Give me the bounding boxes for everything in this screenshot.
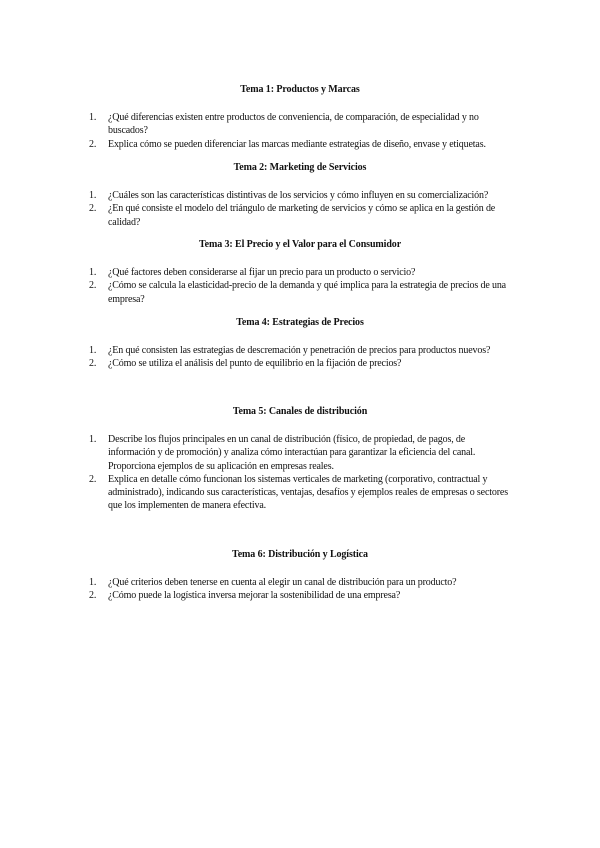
item-number: 1. — [89, 434, 97, 445]
item-number: 1. — [89, 577, 97, 588]
list-item — [0, 344, 600, 357]
question-list — [0, 111, 600, 151]
item-number: 2. — [89, 203, 97, 215]
item-text: ¿Qué criterios deben tenerse en cuenta al elegir un canal de distribución para un producto? — [108, 577, 457, 588]
item-number: 1. — [89, 267, 97, 278]
section-title: Tema 4: Estrategias de Precios — [236, 317, 364, 328]
item-number: 2. — [89, 280, 97, 292]
item-text: Explica en detalle cómo funcionan los sistemas verticales de marketing (corporativo, contractual y administrado), indicando sus características, ventajas, desafíos y ejemplos reales de empresas o sectores que los implementen de manera efectiva. — [108, 473, 508, 512]
item-number: 1. — [89, 190, 97, 201]
item-number: 2. — [89, 358, 97, 370]
list-item — [0, 111, 600, 138]
item-number: 2. — [89, 138, 97, 150]
section-tema-1 — [0, 84, 600, 151]
list-item — [0, 279, 600, 306]
item-text: ¿Cómo se utiliza el análisis del punto de equilibrio en la fijación de precios? — [108, 358, 402, 370]
item-number: 1. — [89, 345, 97, 356]
section-title: Tema 1: Productos y Marcas — [240, 84, 360, 95]
item-text: ¿Cómo se calcula la elasticidad-precio de la demanda y qué implica para la estrategia de precios de una empresa? — [108, 280, 506, 305]
question-list — [0, 266, 600, 306]
item-text: ¿Qué diferencias existen entre productos de conveniencia, de comparación, de especialidad y no buscados? — [108, 112, 479, 137]
section-title: Tema 5: Canales de distribución — [232, 406, 368, 417]
section-tema-5 — [0, 406, 600, 513]
question-list — [0, 344, 600, 371]
item-number: 2. — [89, 590, 97, 602]
section-title: Tema 6: Distribución y Logística — [232, 549, 368, 560]
item-text: ¿En qué consisten las estrategias de descremación y penetración de precios para productos nuevos? — [108, 345, 491, 356]
item-text: ¿En qué consiste el modelo del triángulo de marketing de servicios y cómo se aplica en la gestión de calidad? — [108, 203, 496, 228]
question-list — [0, 433, 600, 513]
list-item — [0, 473, 600, 513]
item-number: 1. — [89, 112, 97, 123]
section-tema-2 — [0, 162, 600, 229]
list-item — [0, 189, 600, 202]
question-list — [0, 189, 600, 229]
list-item — [0, 138, 600, 151]
list-item — [0, 266, 600, 279]
list-item — [0, 357, 600, 370]
item-text: ¿Qué factores deben considerarse al fijar un precio para un producto o servicio? — [108, 267, 416, 278]
section-title: Tema 3: El Precio y el Valor para el Consumidor — [198, 239, 402, 250]
item-text: Describe los flujos principales en un canal de distribución (físico, de propiedad, de pagos, de información y de promoción) y analiza cómo interactúan para garantizar la eficiencia del canal. Proporciona ejemplos de su aplicación en empresas reales. — [108, 434, 476, 472]
list-item — [0, 202, 600, 229]
section-tema-6 — [0, 549, 600, 603]
item-text: Explica cómo se pueden diferenciar las marcas mediante estrategias de diseño, envase y etiquetas. — [108, 138, 486, 150]
question-list — [0, 576, 600, 603]
list-item — [0, 576, 600, 589]
section-tema-4 — [0, 317, 600, 371]
item-text: ¿Cómo puede la logística inversa mejorar la sostenibilidad de una empresa? — [108, 590, 401, 602]
list-item — [0, 433, 600, 473]
list-item — [0, 589, 600, 602]
item-number: 2. — [89, 473, 97, 485]
item-text: ¿Cuáles son las características distintivas de los servicios y cómo influyen en su comercialización? — [108, 190, 489, 201]
section-title: Tema 2: Marketing de Servicios — [233, 162, 367, 173]
section-tema-3 — [0, 239, 600, 306]
